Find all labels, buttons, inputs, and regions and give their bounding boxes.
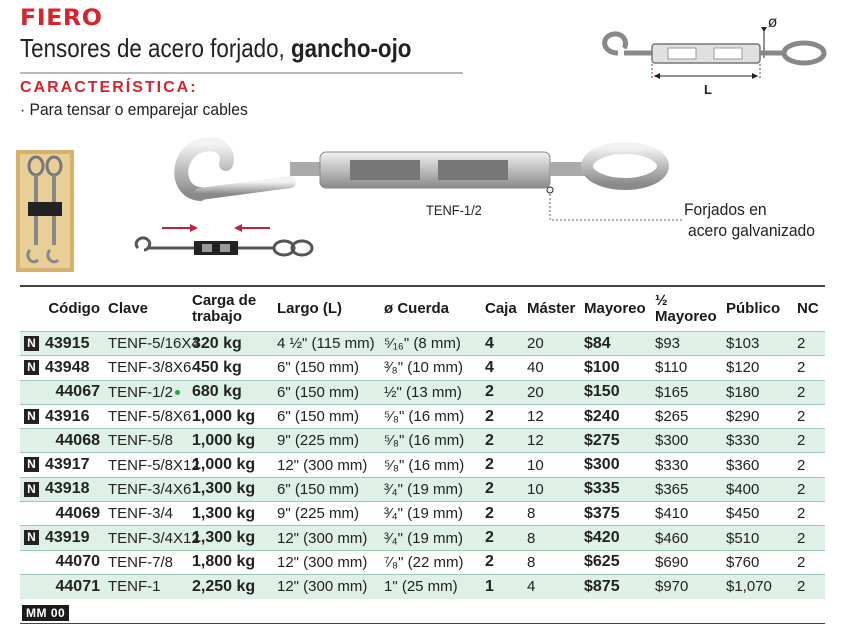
cell-master: 8	[527, 529, 536, 547]
cell-medio-mayoreo: $110	[655, 359, 688, 377]
cell-publico: $290	[726, 408, 760, 426]
cell-medio-mayoreo: $300	[655, 432, 689, 450]
cell-cuerda: ³⁄₄" (19 mm)	[384, 480, 463, 498]
cell-medio-mayoreo: $330	[655, 456, 689, 474]
cell-largo: 12" (300 mm)	[277, 553, 368, 571]
header-master: Máster	[527, 300, 576, 317]
cell-clave	[106, 574, 190, 598]
cell-clave	[106, 526, 200, 550]
cell-codigo	[20, 477, 106, 501]
cell-medio-mayoreo: $165	[655, 383, 689, 401]
cell-publico: $450	[726, 505, 760, 523]
cell-mayoreo: $875	[584, 577, 620, 595]
cell-codigo	[20, 380, 106, 404]
codigo-value: 43919	[45, 529, 90, 547]
title-bold: gancho-ojo	[290, 33, 412, 63]
page-title	[20, 33, 411, 64]
cell-medio-mayoreo: $690	[655, 553, 689, 571]
cell-nc: 2	[797, 505, 806, 523]
header-cuerda: ø Cuerda	[384, 300, 450, 317]
cell-largo: 12" (300 mm)	[277, 529, 368, 547]
table-row	[20, 380, 825, 404]
cell-clave	[106, 380, 190, 404]
cell-medio-mayoreo: $365	[655, 480, 689, 498]
cell-clave	[106, 332, 200, 356]
cell-publico: $510	[726, 529, 760, 547]
new-badge: N	[24, 482, 39, 497]
codigo-value: 43915	[45, 334, 90, 352]
cell-cuerda: ⁵⁄₈" (16 mm)	[384, 432, 465, 450]
cell-codigo	[20, 404, 106, 428]
header-codigo: Código	[48, 300, 100, 317]
table-row	[20, 356, 825, 380]
cell-clave	[106, 429, 190, 453]
cell-largo: 6" (150 mm)	[277, 408, 360, 426]
header-caja: Caja	[485, 300, 517, 317]
codigo-value: 43917	[45, 456, 90, 474]
cell-caja: 2	[485, 383, 494, 401]
cell-publico: $120	[726, 359, 760, 377]
cell-cuerda: ³⁄₄" (19 mm)	[384, 529, 463, 547]
feature-item: · Para tensar o emparejar cables	[20, 100, 248, 119]
cell-clave	[106, 453, 200, 477]
cell-caja: 2	[485, 431, 494, 449]
cell-carga: 1,300 kg	[192, 529, 256, 547]
cell-caja: 4	[485, 358, 494, 376]
cell-clave	[106, 356, 190, 380]
table-row	[20, 526, 825, 550]
cell-largo: 6" (150 mm)	[277, 383, 360, 401]
cell-master: 4	[527, 578, 536, 596]
header-nc: NC	[797, 300, 819, 317]
cell-caja: 2	[485, 504, 494, 522]
cell-master: 8	[527, 553, 536, 571]
cell-largo: 12" (300 mm)	[277, 578, 368, 596]
cell-caja: 1	[485, 577, 494, 595]
new-badge: N	[24, 530, 39, 545]
codigo-value: 44071	[55, 577, 100, 595]
cell-largo: 9" (225 mm)	[277, 505, 360, 523]
diameter-symbol: ø	[768, 13, 778, 31]
cell-caja: 2	[485, 407, 494, 425]
table-row	[20, 453, 825, 477]
cell-carga: 2,250 kg	[192, 577, 256, 595]
header-medio-mayoreo: ½ Mayoreo	[655, 292, 717, 325]
cell-mayoreo: $335	[584, 480, 620, 498]
new-badge: N	[24, 457, 39, 472]
cell-clave	[106, 477, 190, 501]
table-row	[20, 550, 825, 574]
cell-codigo	[20, 526, 106, 550]
clave-value: TENF-5/8	[108, 432, 174, 450]
footer-tag: MM 00	[22, 605, 69, 621]
header-mayoreo: Mayoreo	[584, 300, 646, 317]
cell-codigo	[20, 550, 106, 574]
features-heading: CARACTERÍSTICA:	[20, 79, 198, 96]
cell-carga: 1,000 kg	[192, 456, 256, 474]
material-note-line2: acero galvanizado	[688, 221, 815, 240]
cell-nc: 2	[797, 553, 806, 571]
cell-medio-mayoreo: $265	[655, 408, 689, 426]
cell-carga: 1,000 kg	[192, 407, 256, 425]
new-badge: N	[24, 360, 39, 375]
cell-nc: 2	[797, 408, 806, 426]
packaged-product-photo	[16, 150, 74, 272]
header-largo: Largo (L)	[277, 300, 342, 317]
cell-publico: $1,070	[726, 578, 772, 596]
cell-mayoreo: $300	[584, 456, 620, 474]
clave-value: TENF-3/4X6	[108, 480, 192, 498]
cell-medio-mayoreo: $93	[655, 335, 681, 353]
cell-nc: 2	[797, 359, 806, 377]
cell-publico: $400	[726, 480, 760, 498]
cell-caja: 2	[485, 456, 494, 474]
cell-clave	[106, 502, 190, 526]
cell-largo: 6" (150 mm)	[277, 359, 360, 377]
clave-value: TENF-3/4X12	[108, 529, 200, 547]
cell-carga: 450 kg	[192, 358, 242, 376]
cell-carga: 320 kg	[192, 334, 242, 352]
specs-table	[20, 285, 825, 599]
cell-largo: 4 ½" (115 mm)	[277, 335, 375, 353]
cell-mayoreo: $420	[584, 529, 620, 547]
new-badge: N	[24, 409, 39, 424]
cell-medio-mayoreo: $460	[655, 529, 689, 547]
cell-codigo	[20, 502, 106, 526]
cell-medio-mayoreo: $410	[655, 505, 689, 523]
cell-codigo	[20, 356, 106, 380]
cell-caja: 2	[485, 553, 494, 571]
codigo-value: 44069	[55, 504, 100, 522]
cell-master: 20	[527, 335, 544, 353]
new-badge: N	[24, 336, 39, 351]
cell-nc: 2	[797, 383, 806, 401]
cell-cuerda: ⁵⁄₈" (16 mm)	[384, 408, 465, 426]
cell-medio-mayoreo: $970	[655, 578, 689, 596]
cell-largo: 6" (150 mm)	[277, 480, 360, 498]
cell-carga: 1,300 kg	[192, 504, 256, 522]
table-header	[20, 286, 825, 332]
cell-caja: 2	[485, 529, 494, 547]
cell-nc: 2	[797, 480, 806, 498]
cell-carga: 680 kg	[192, 383, 242, 401]
table-row	[20, 477, 825, 501]
header-clave: Clave	[108, 300, 149, 317]
callout-line	[546, 186, 686, 226]
cell-codigo	[20, 574, 106, 598]
cell-codigo	[20, 453, 106, 477]
clave-value: TENF-3/8X6	[108, 359, 192, 377]
cell-mayoreo: $625	[584, 553, 620, 571]
cell-cuerda: ⁷⁄₈" (22 mm)	[384, 553, 464, 571]
cell-publico: $103	[726, 335, 760, 353]
table-row	[20, 502, 825, 526]
table-row	[20, 404, 825, 428]
cell-master: 10	[527, 480, 544, 498]
cell-publico: $330	[726, 432, 760, 450]
table-row	[20, 574, 825, 598]
header-publico: Público	[726, 300, 781, 317]
cell-nc: 2	[797, 432, 806, 450]
clave-value: TENF-5/16X4	[108, 335, 200, 353]
dimension-diagram	[594, 8, 829, 100]
header-carga: Carga de trabajo	[192, 292, 257, 325]
cell-master: 40	[527, 359, 544, 377]
cell-master: 12	[527, 408, 544, 426]
cell-clave	[106, 404, 190, 428]
cell-mayoreo: $275	[584, 431, 620, 449]
clave-value: TENF-1	[108, 578, 161, 596]
cell-cuerda: ⁵⁄₈" (16 mm)	[384, 456, 465, 474]
cell-publico: $360	[726, 456, 760, 474]
cell-cuerda: ³⁄₈" (10 mm)	[384, 359, 464, 377]
clave-value: TENF-3/4	[108, 505, 174, 523]
cell-carga: 1,300 kg	[192, 480, 256, 498]
cell-nc: 2	[797, 529, 806, 547]
cell-codigo	[20, 332, 106, 356]
cell-nc: 2	[797, 456, 806, 474]
table-row	[20, 332, 825, 356]
clave-value: TENF-1/2	[108, 383, 174, 401]
cell-nc: 2	[797, 578, 806, 596]
cell-cuerda: ³⁄₄" (19 mm)	[384, 505, 463, 523]
cell-mayoreo: $100	[584, 358, 620, 376]
cell-master: 20	[527, 383, 544, 401]
cell-master: 12	[527, 432, 544, 450]
cell-publico: $760	[726, 553, 760, 571]
cell-mayoreo: $150	[584, 383, 620, 401]
cell-carga: 1,000 kg	[192, 431, 256, 449]
clave-value: TENF-5/8X12	[108, 456, 200, 474]
title-main: Tensores de acero forjado,	[20, 33, 291, 63]
cell-carga: 1,800 kg	[192, 553, 256, 571]
footer-rule	[20, 623, 825, 624]
cell-publico: $180	[726, 383, 760, 401]
cell-cuerda: ½" (13 mm)	[384, 383, 462, 401]
highlight-dot-icon	[175, 390, 180, 395]
cell-cuerda: ⁵⁄₁₆" (8 mm)	[384, 335, 461, 353]
codigo-value: 44068	[55, 431, 100, 449]
cell-mayoreo: $375	[584, 504, 620, 522]
codigo-value: 43918	[45, 480, 90, 498]
clave-value: TENF-5/8X6	[108, 408, 192, 426]
codigo-value: 43916	[45, 407, 90, 425]
cell-mayoreo: $84	[584, 334, 611, 352]
cell-codigo	[20, 429, 106, 453]
product-model-label: TENF-1/2	[426, 202, 482, 218]
title-underline	[20, 72, 463, 74]
cell-nc: 2	[797, 335, 806, 353]
cell-master: 8	[527, 505, 536, 523]
cell-largo: 9" (225 mm)	[277, 432, 360, 450]
cell-master: 10	[527, 456, 544, 474]
codigo-value: 44067	[55, 383, 100, 401]
cell-caja: 2	[485, 480, 494, 498]
length-label: L	[704, 82, 712, 97]
material-note-line1: Forjados en	[684, 200, 767, 219]
cell-largo: 12" (300 mm)	[277, 456, 368, 474]
codigo-value: 43948	[45, 358, 90, 376]
cell-clave	[106, 550, 190, 574]
codigo-value: 44070	[55, 553, 100, 571]
clave-value: TENF-7/8	[108, 553, 174, 571]
cell-caja: 4	[485, 334, 494, 352]
tension-diagram	[124, 218, 324, 268]
cell-mayoreo: $240	[584, 407, 620, 425]
table-row	[20, 429, 825, 453]
cell-cuerda: 1" (25 mm)	[384, 578, 458, 596]
brand-logo: FIERO	[20, 6, 103, 31]
